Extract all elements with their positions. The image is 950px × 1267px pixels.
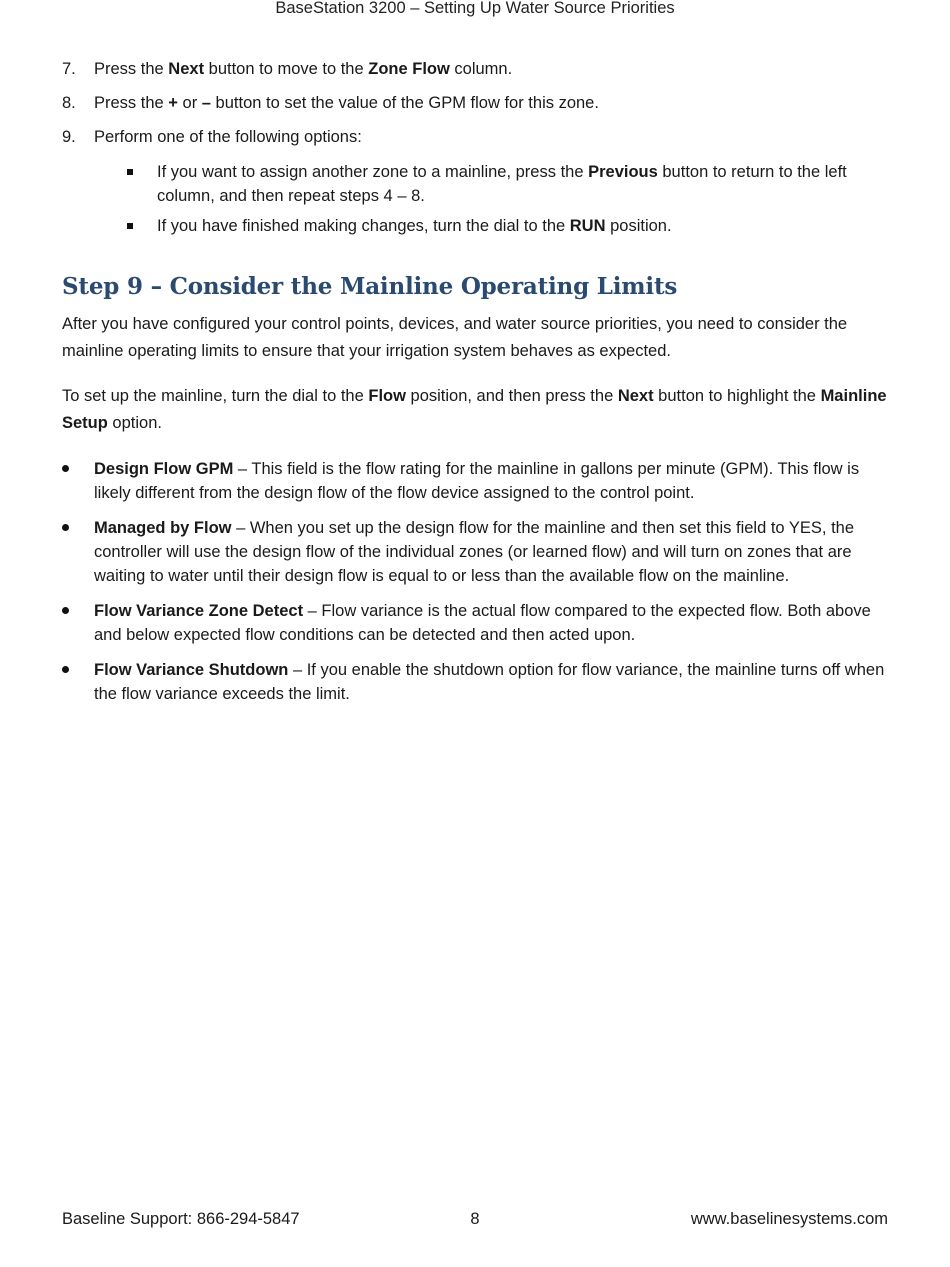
step-number: 9. [62, 128, 76, 146]
list-item: Flow Variance Zone Detect – Flow variance is the actual flow compared to the expected flow. Both above and below expected flow conditions can be detected and then acted upon. [62, 599, 888, 647]
option-list [94, 160, 888, 238]
page-footer [62, 1210, 888, 1234]
list-item: Managed by Flow – When you set up the design flow for the mainline and then set this field to YES, the controller will use the design flow of the individual zones (or learned flow) and will turn on zones that are waiting to water until their design flow is equal to or less than the available flow on the mainline. [62, 516, 888, 588]
step-item: 7. Press the Next button to move to the Zone Flow column. [62, 58, 888, 81]
settings-list [62, 457, 888, 717]
list-item: Flow Variance Shutdown – If you enable the shutdown option for flow variance, the mainline turns off when the flow variance exceeds the limit. [62, 658, 888, 706]
website-link[interactable]: www.baselinesystems.com [690, 1210, 888, 1228]
bullet-icon [62, 607, 69, 614]
step-number: 8. [62, 94, 76, 112]
bullet-icon [62, 524, 69, 531]
bullet-icon [62, 465, 69, 472]
bullet-icon [62, 666, 69, 673]
intro-paragraph: After you have configured your control points, devices, and water source priorities, you need to consider the mainline operating limits to ensure that your irrigation system behaves as expected. [62, 315, 848, 360]
page-number: 8 [470, 1210, 480, 1228]
square-bullet-icon [127, 169, 133, 175]
page-header: BaseStation 3200 – Setting Up Water Source Priorities [275, 0, 675, 17]
step-number: 7. [62, 60, 76, 78]
square-bullet-icon [127, 223, 133, 229]
support-phone: Baseline Support: 866-294-5847 [62, 1210, 300, 1228]
option-item: If you have finished making changes, turn the dial to the RUN position. [157, 214, 888, 238]
step-item: 8. Press the + or – button to set the value of the GPM flow for this zone. [62, 92, 888, 115]
list-item: Design Flow GPM – This field is the flow rating for the mainline in gallons per minute (GPM). This flow is likely different from the design flow of the flow device assigned to the control point. [62, 457, 888, 505]
setup-paragraph: To set up the mainline, turn the dial to the Flow position, and then press the Next button to highlight the Mainline Setup option. [62, 387, 887, 432]
section-heading: Step 9 – Consider the Mainline Operating Limits [62, 273, 678, 300]
numbered-steps [62, 58, 888, 249]
option-item: If you want to assign another zone to a mainline, press the Previous button to return to the left column, and then repeat steps 4 – 8. [157, 160, 888, 208]
step-item: 9. Perform one of the following options: If you want to assign another zone to a mainline, press the Previous button to return to the left column, and then repeat steps 4 – 8. If you have finished making changes, turn the dial to the RUN position. [62, 126, 888, 238]
